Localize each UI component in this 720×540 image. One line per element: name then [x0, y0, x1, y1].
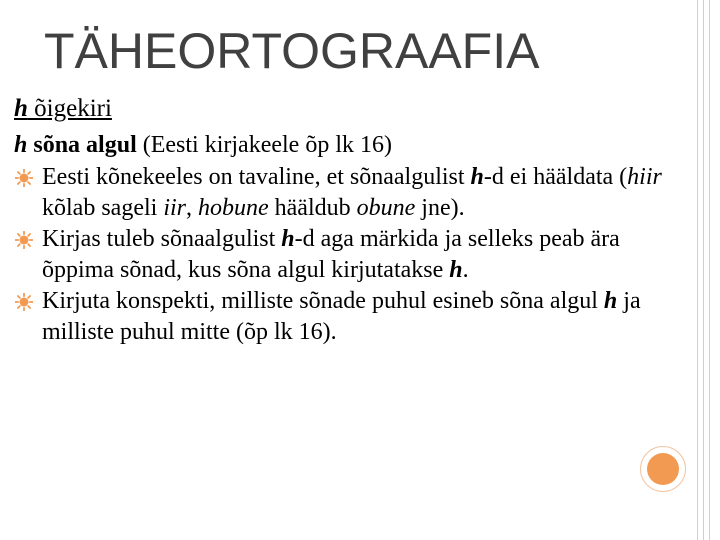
bullet-text: . [462, 257, 469, 283]
h-letter: h [449, 257, 463, 283]
slide-subtitle [14, 94, 694, 124]
example-word: hobune [198, 195, 269, 221]
bullet-text: -d aga märkida ja selleks peab ära õppima sõnad, kus sõna algul kirjutatakse [42, 226, 620, 283]
lead-h-letter: h [14, 132, 28, 158]
lead-bold-text: sõna algul [27, 132, 137, 158]
decorative-border-line [709, 0, 710, 540]
decorative-border-line [703, 0, 704, 540]
slide-title: TÄHEORTOGRAAFIA [44, 23, 540, 79]
bullet-text: hääldub [268, 195, 357, 221]
h-letter: h [603, 288, 618, 314]
decorative-border-line [697, 0, 698, 540]
bullet-text: Eesti kõnekeeles on tavaline, et sõnaalgulist [42, 164, 471, 190]
lead-line [14, 130, 694, 160]
lead-bold [14, 132, 137, 158]
slide-content [14, 94, 694, 348]
bullet-item [14, 162, 694, 224]
bullet-text: ja milliste puhul mitte (õp lk 16). [42, 288, 641, 345]
subtitle-h-letter: h [14, 95, 28, 122]
bullet-text: jne). [415, 195, 465, 221]
bullet-list [14, 162, 694, 348]
bullet-item [14, 286, 694, 348]
bullet-item [14, 224, 694, 286]
bullet-text: -d ei hääldata ( [483, 164, 628, 190]
h-letter: h [281, 226, 295, 252]
example-word: iir [163, 195, 186, 221]
bullet-text: , [186, 195, 198, 221]
bullet-text: Kirjuta konspekti, milliste sõnade puhul esineb sõna algul [42, 288, 604, 314]
bullet-text: kõlab sageli [42, 195, 164, 221]
subtitle-text: õigekiri [27, 95, 112, 122]
sun-bullet-icon [15, 231, 33, 249]
sun-bullet-icon [15, 169, 33, 187]
example-word: hiir [627, 164, 662, 190]
example-word: obune [356, 195, 416, 221]
sun-bullet-icon [15, 293, 33, 311]
lead-source: (Eesti kirjakeele õp lk 16) [136, 132, 392, 158]
bullet-text: Kirjas tuleb sõnaalgulist [42, 226, 282, 252]
h-letter: h [470, 164, 484, 190]
decorative-orange-circle [647, 453, 679, 485]
